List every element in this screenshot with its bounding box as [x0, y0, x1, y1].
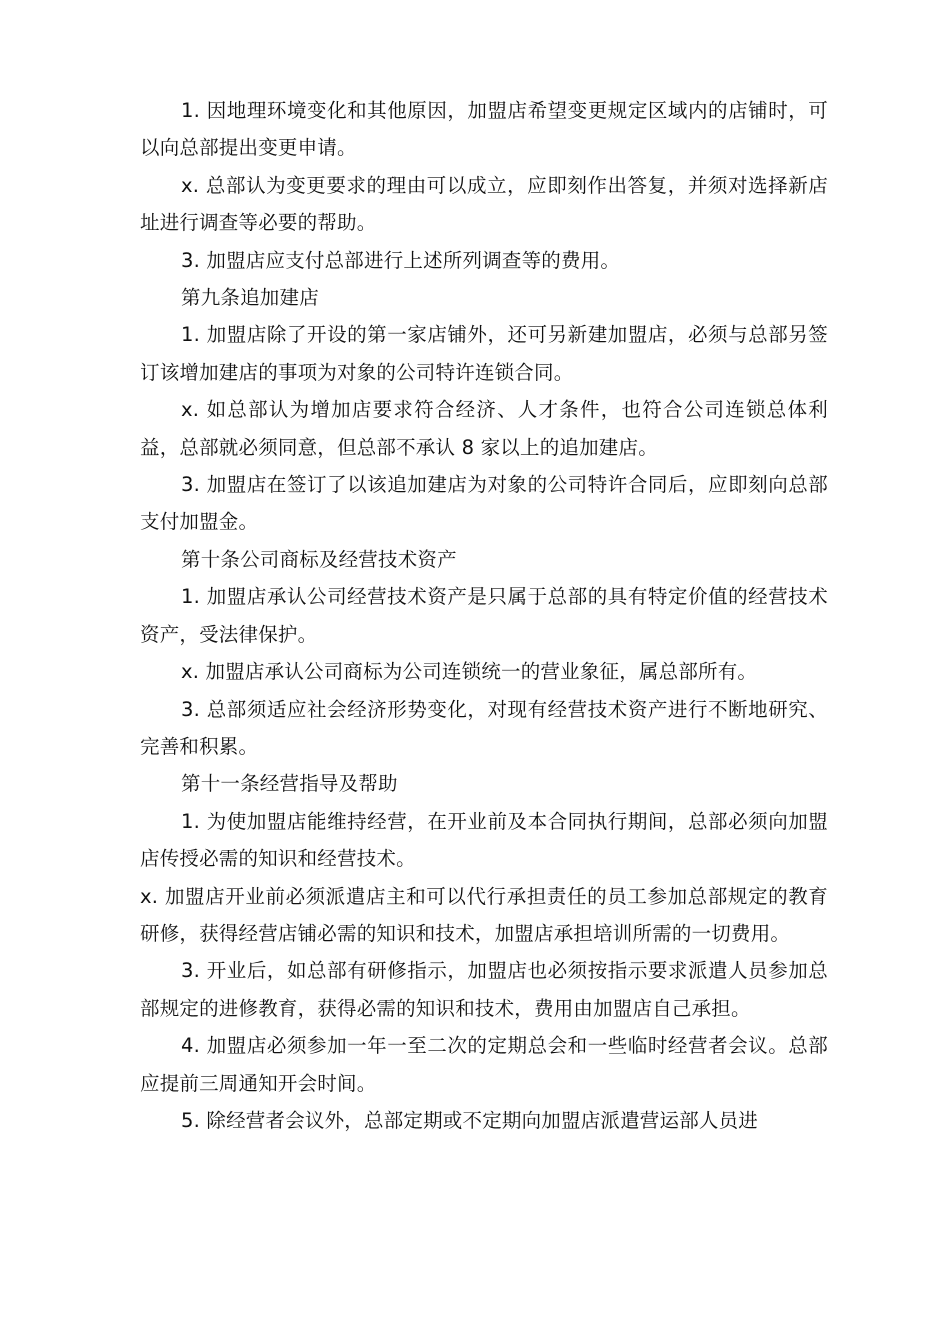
paragraph-9-2: x. 如总部认为增加店要求符合经济、人才条件，也符合公司连锁总体利益，总部就必须同意，但总部不承认 8 家以上的追加建店。 — [140, 398, 828, 459]
paragraph-11-1: 1. 为使加盟店能维持经营，在开业前及本合同执行期间，总部必须向加盟店传授必需的知识和经营技术。 — [140, 809, 828, 871]
paragraph-10-2: x. 加盟店承认公司商标为公司连锁统一的营业象征，属总部所有。 — [181, 660, 758, 684]
paragraph-10-1: 1. 加盟店承认公司经营技术资产是只属于总部的具有特定价值的经营技术资产，受法律保护。 — [140, 585, 828, 646]
paragraph-8-3: 3. 加盟店应支付总部进行上述所列调查等的费用。 — [181, 248, 621, 272]
article-10-heading: 第十条公司商标及经营技术资产 — [181, 547, 457, 571]
article-11-heading: 第十一条经营指导及帮助 — [181, 772, 398, 796]
paragraph-11-5: 5. 除经营者会议外，总部定期或不定期向加盟店派遣营运部人员进 — [181, 1108, 759, 1132]
paragraph-10-3: 3. 总部须适应社会经济形势变化，对现有经营技术资产进行不断地研究、完善和积累。 — [140, 697, 828, 758]
paragraph-11-3: 3. 开业后，如总部有研修指示，加盟店也必须按指示要求派遣人员参加总部规定的进修教育，获得必需的知识和技术，费用由加盟店自己承担。 — [140, 959, 828, 1020]
paragraph-8-2: x. 总部认为变更要求的理由可以成立，应即刻作出答复，并须对选择新店址进行调查等必要的帮助。 — [140, 173, 828, 235]
paragraph-9-1: 1. 加盟店除了开设的第一家店铺外，还可另新建加盟店，必须与总部另签订该增加建店的事项为对象的公司特许连锁合同。 — [140, 323, 828, 384]
paragraph-11-2: x. 加盟店开业前必须派遣店主和可以代行承担责任的员工参加总部规定的教育研修，获得经营店铺必需的知识和技术，加盟店承担培训所需的一切费用。 — [140, 884, 828, 945]
paragraph-11-4: 4. 加盟店必须参加一年一至二次的定期总会和一些临时经营者会议。总部应提前三周通知开会时间。 — [140, 1034, 828, 1095]
document-body — [140, 92, 828, 1139]
paragraph-9-3: 3. 加盟店在签订了以该追加建店为对象的公司特许合同后，应即刻向总部支付加盟金。 — [140, 473, 828, 534]
paragraph-8-1: 1. 因地理环境变化和其他原因，加盟店希望变更规定区域内的店铺时，可以向总部提出变更申请。 — [140, 99, 828, 160]
article-9-heading: 第九条追加建店 — [181, 286, 319, 310]
